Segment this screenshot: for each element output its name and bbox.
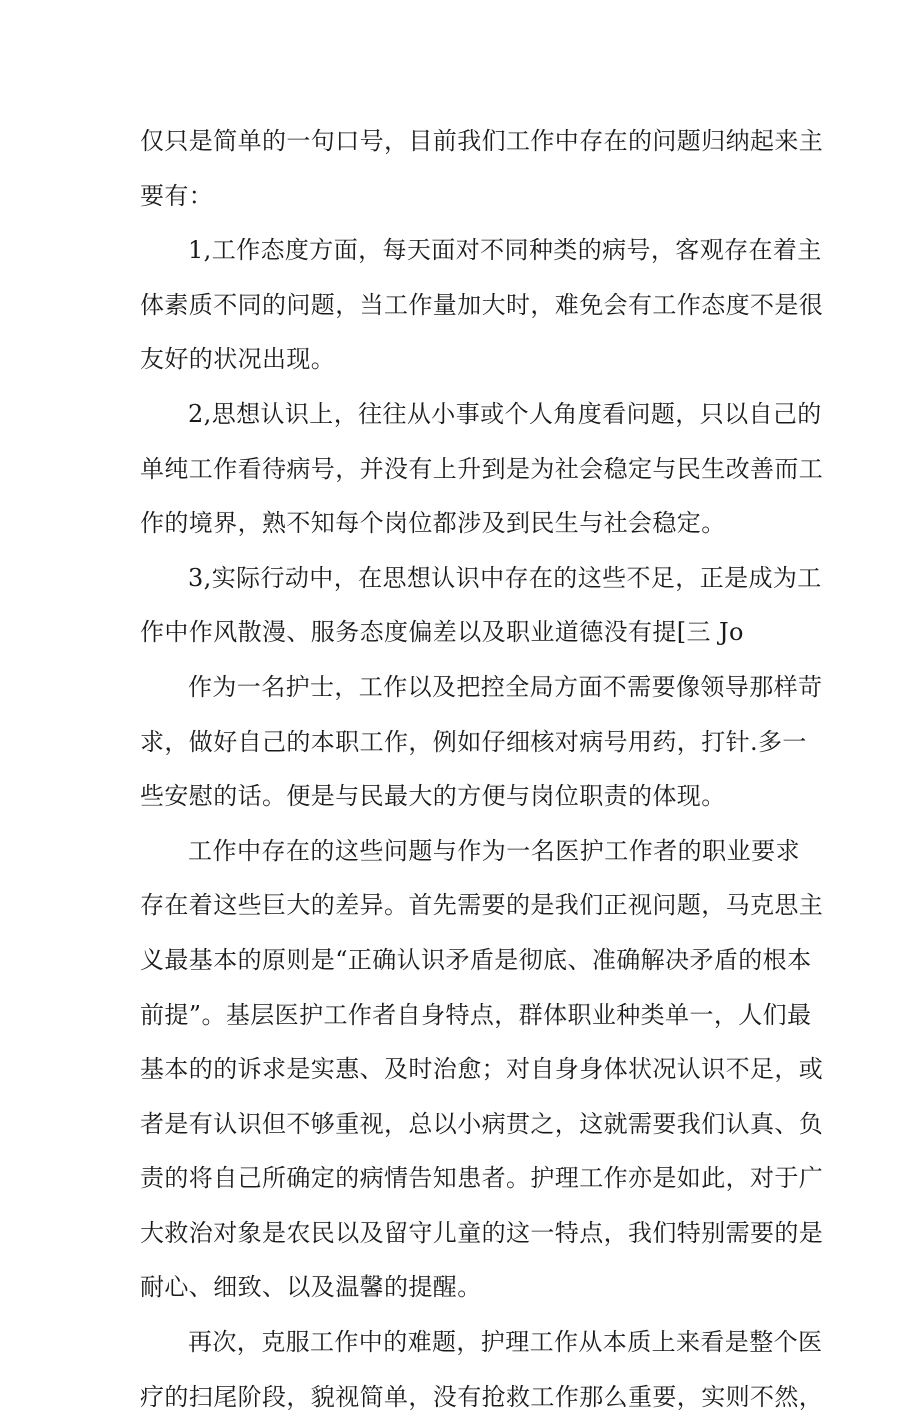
text-line: 体素质不同的问题，当工作量加大时，难免会有工作态度不是很 xyxy=(140,290,824,319)
text-line: 单纯工作看待病号，并没有上升到是为社会稳定与民生改善而工 xyxy=(140,454,824,483)
text-line: 1,工作态度方面，每天面对不同种类的病号，客观存在着主 xyxy=(188,236,822,265)
text-line: 3,实际行动中，在思想认识中存在的这些不足，正是成为工 xyxy=(188,563,822,592)
text-line: 义最基本的原则是“正确认识矛盾是彻底、准确解决矛盾的根本 xyxy=(140,945,812,974)
text-line: 友好的状况出现。 xyxy=(140,345,336,374)
text-line: 者是有认识但不够重视，总以小病贯之，这就需要我们认真、负 xyxy=(140,1109,824,1138)
body-text xyxy=(140,114,824,1424)
text-line: 大救治对象是农民以及留守儿童的这一特点，我们特别需要的是 xyxy=(140,1218,824,1247)
text-line: 作中作风散漫、服务态度偏差以及职业道德没有提[三 Jo xyxy=(140,618,744,647)
text-line: 前提”。基层医护工作者自身特点，群体职业种类单一，人们最 xyxy=(140,1000,812,1029)
text-line: 要有： xyxy=(140,181,214,210)
text-line: 作的境界，熟不知每个岗位都涉及到民生与社会稳定。 xyxy=(140,509,726,538)
text-line: 求，做好自己的本职工作，例如仔细核对病号用药，打针.多一 xyxy=(140,727,807,756)
text-line: 存在着这些巨大的差异。首先需要的是我们正视问题，马克思主 xyxy=(140,891,824,920)
text-line: 作为一名护士，工作以及把控全局方面不需要像领导那样苛 xyxy=(188,672,823,701)
text-line: 基本的的诉求是实惠、及时治愈；对自身身体状况认识不足，或 xyxy=(140,1055,824,1084)
text-line: 仅只是简单的一句口号，目前我们工作中存在的问题归纳起来主 xyxy=(140,127,824,155)
text-line: 工作中存在的这些问题与作为一名医护工作者的职业要求 xyxy=(188,836,800,865)
text-line: 些安慰的话。便是与民最大的方便与岗位职责的体现。 xyxy=(140,782,726,811)
text-line: 疗的扫尾阶段，貌视简单，没有抢救工作那么重要，实则不然， xyxy=(140,1382,824,1411)
text-line: 耐心、细致、以及温馨的提醒。 xyxy=(140,1273,482,1302)
text-line: 2,思想认识上，往往从小事或个人角度看问题，只以自己的 xyxy=(188,399,822,428)
text-line: 责的将自己所确定的病情告知患者。护理工作亦是如此，对于广 xyxy=(140,1164,824,1193)
text-line: 再次，克服工作中的难题，护理工作从本质上来看是整个医 xyxy=(188,1328,823,1357)
